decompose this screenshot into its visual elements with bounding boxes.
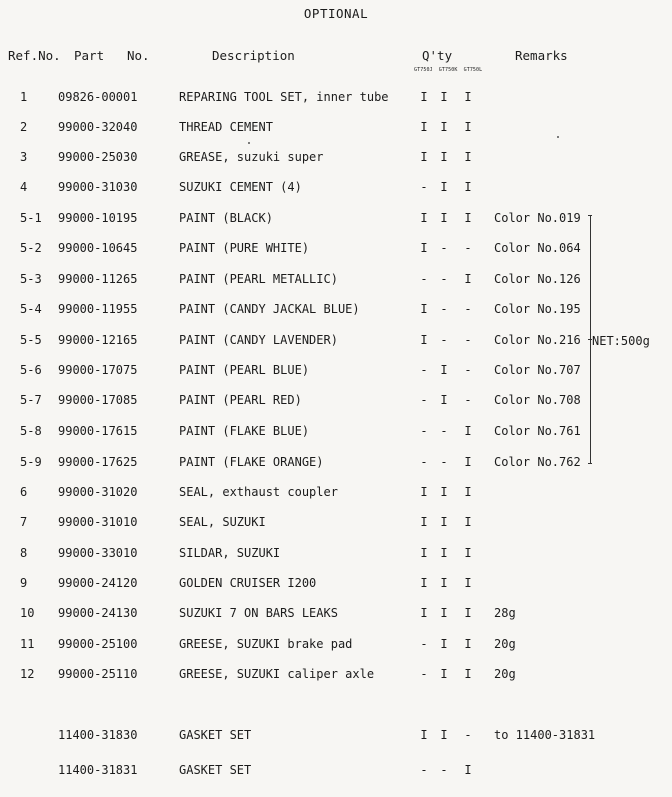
ref-no-cell: 5-9 xyxy=(20,455,42,469)
qty-cell: I xyxy=(464,211,472,225)
table-row xyxy=(0,90,672,110)
qty-cell: - xyxy=(464,363,472,377)
qty-cell: - xyxy=(440,424,448,438)
qty-cell: I xyxy=(440,150,448,164)
qty-cell: I xyxy=(464,180,472,194)
ref-no-cell: 12 xyxy=(20,667,35,681)
qty-cell: I xyxy=(420,576,428,590)
qty-cell: I xyxy=(440,485,448,499)
description-cell: SEAL, exthaust coupler xyxy=(179,485,338,499)
table-row xyxy=(0,576,672,596)
part-no-cell: 99000-17075 xyxy=(58,363,138,377)
remarks-cell: 28g xyxy=(494,606,516,620)
remarks-cell: Color No.708 xyxy=(494,393,581,407)
table-row xyxy=(0,637,672,657)
qty-cell: I xyxy=(420,241,428,255)
qty-cell: - xyxy=(440,333,448,347)
ref-no-cell: 5-8 xyxy=(20,424,42,438)
qty-cell: I xyxy=(420,546,428,560)
header-part: Part xyxy=(74,48,105,63)
qty-cell: I xyxy=(420,211,428,225)
qty-cell: I xyxy=(440,546,448,560)
qty-cell: I xyxy=(464,763,472,777)
description-cell: PAINT (PEARL BLUE) xyxy=(179,363,310,377)
header-qty: Q'ty xyxy=(422,48,453,63)
ref-no-cell: 5-2 xyxy=(20,241,42,255)
table-row xyxy=(0,363,672,383)
remarks-cell: Color No.216 xyxy=(494,333,581,347)
ref-no-cell: 5-4 xyxy=(20,302,42,316)
paper-speck xyxy=(248,142,250,144)
table-row xyxy=(0,333,672,353)
qty-cell: I xyxy=(420,728,428,742)
table-row xyxy=(0,515,672,535)
qty-cell: I xyxy=(440,728,448,742)
table-row xyxy=(0,150,672,170)
description-cell: PAINT (CANDY JACKAL BLUE) xyxy=(179,302,360,316)
table-row xyxy=(0,485,672,505)
ref-no-cell: 5-6 xyxy=(20,363,42,377)
remarks-cell: 20g xyxy=(494,637,516,651)
part-no-cell: 09826-00001 xyxy=(58,90,138,104)
page-title: OPTIONAL xyxy=(303,6,369,21)
table-row xyxy=(0,272,672,292)
description-cell: PAINT (CANDY LAVENDER) xyxy=(179,333,338,347)
qty-cell: - xyxy=(464,302,472,316)
description-cell: GREESE, SUZUKI caliper axle xyxy=(179,667,375,681)
remarks-cell: Color No.195 xyxy=(494,302,581,316)
qty-cell: I xyxy=(464,455,472,469)
table-row xyxy=(0,424,672,444)
ref-no-cell: 5-7 xyxy=(20,393,42,407)
bracket-tick-bottom xyxy=(588,463,592,464)
ref-no-cell: 5-3 xyxy=(20,272,42,286)
table-row xyxy=(0,211,672,231)
table-row xyxy=(0,302,672,322)
description-cell: SUZUKI 7 ON BARS LEAKS xyxy=(179,606,338,620)
ref-no-cell: 2 xyxy=(20,120,28,134)
part-no-cell: 99000-11265 xyxy=(58,272,138,286)
model-code: GT750K xyxy=(438,67,458,73)
table-row xyxy=(0,763,672,783)
description-cell: PAINT (PEARL METALLIC) xyxy=(179,272,338,286)
qty-cell: I xyxy=(420,90,428,104)
table-row xyxy=(0,606,672,626)
qty-cell: I xyxy=(420,606,428,620)
qty-cell: I xyxy=(440,576,448,590)
table-row xyxy=(0,241,672,261)
table-row xyxy=(0,180,672,200)
part-no-cell: 99000-31010 xyxy=(58,515,138,529)
part-no-cell: 99000-31020 xyxy=(58,485,138,499)
qty-cell: I xyxy=(464,637,472,651)
qty-cell: - xyxy=(420,393,428,407)
qty-cell: I xyxy=(420,150,428,164)
model-codes xyxy=(414,67,485,73)
remarks-cell: to 11400-31831 xyxy=(494,728,596,742)
paper-speck xyxy=(557,136,559,138)
ref-no-cell: 5-1 xyxy=(20,211,42,225)
remarks-cell: Color No.064 xyxy=(494,241,581,255)
qty-cell: I xyxy=(420,120,428,134)
part-no-cell: 99000-25030 xyxy=(58,150,138,164)
table-row xyxy=(0,455,672,475)
description-cell: SUZUKI CEMENT (4) xyxy=(179,180,302,194)
qty-cell: - xyxy=(420,667,428,681)
qty-cell: - xyxy=(420,424,428,438)
header-no: No. xyxy=(127,48,150,63)
qty-cell: I xyxy=(464,120,472,134)
bracket-tick-top xyxy=(588,215,592,216)
part-no-cell: 99000-11955 xyxy=(58,302,138,316)
part-no-cell: 99000-10645 xyxy=(58,241,138,255)
ref-no-cell: 6 xyxy=(20,485,28,499)
part-no-cell: 99000-25100 xyxy=(58,637,138,651)
qty-cell: - xyxy=(464,333,472,347)
qty-cell: I xyxy=(464,272,472,286)
qty-cell: - xyxy=(420,455,428,469)
part-no-cell: 99000-17615 xyxy=(58,424,138,438)
ref-no-cell: 10 xyxy=(20,606,35,620)
description-cell: GREESE, SUZUKI brake pad xyxy=(179,637,353,651)
qty-cell: I xyxy=(440,515,448,529)
table-row xyxy=(0,120,672,140)
bracket-note: NET:500g xyxy=(592,334,650,348)
description-cell: PAINT (FLAKE ORANGE) xyxy=(179,455,324,469)
qty-cell: - xyxy=(464,241,472,255)
part-no-cell: 99000-17085 xyxy=(58,393,138,407)
qty-cell: - xyxy=(440,241,448,255)
table-row xyxy=(0,728,672,748)
part-no-cell: 11400-31831 xyxy=(58,763,138,777)
qty-cell: I xyxy=(440,393,448,407)
description-cell: THREAD CEMENT xyxy=(179,120,273,134)
table-row xyxy=(0,667,672,687)
remarks-cell: 20g xyxy=(494,667,516,681)
qty-cell: I xyxy=(420,515,428,529)
remarks-cell: Color No.019 xyxy=(494,211,581,225)
qty-cell: - xyxy=(440,302,448,316)
ref-no-cell: 11 xyxy=(20,637,35,651)
qty-cell: I xyxy=(440,667,448,681)
description-cell: GOLDEN CRUISER I200 xyxy=(179,576,317,590)
qty-cell: I xyxy=(440,180,448,194)
description-cell: PAINT (PURE WHITE) xyxy=(179,241,310,255)
remarks-cell: Color No.762 xyxy=(494,455,581,469)
part-no-cell: 99000-31030 xyxy=(58,180,138,194)
qty-cell: I xyxy=(440,606,448,620)
remarks-cell: Color No.126 xyxy=(494,272,581,286)
description-cell: GASKET SET xyxy=(179,728,252,742)
part-no-cell: 99000-17625 xyxy=(58,455,138,469)
part-no-cell: 99000-24130 xyxy=(58,606,138,620)
qty-cell: I xyxy=(464,150,472,164)
table-row xyxy=(0,393,672,413)
qty-cell: I xyxy=(440,363,448,377)
qty-cell: I xyxy=(440,637,448,651)
description-cell: REPARING TOOL SET, inner tube xyxy=(179,90,389,104)
qty-cell: - xyxy=(420,763,428,777)
ref-no-cell: 8 xyxy=(20,546,28,560)
description-cell: GREASE, suzuki super xyxy=(179,150,324,164)
qty-cell: I xyxy=(464,576,472,590)
qty-cell: - xyxy=(464,728,472,742)
qty-cell: - xyxy=(440,763,448,777)
description-cell: SEAL, SUZUKI xyxy=(179,515,266,529)
header-remarks: Remarks xyxy=(515,48,568,63)
part-no-cell: 99000-24120 xyxy=(58,576,138,590)
description-cell: PAINT (FLAKE BLUE) xyxy=(179,424,310,438)
part-no-cell: 99000-33010 xyxy=(58,546,138,560)
qty-cell: - xyxy=(420,180,428,194)
qty-cell: I xyxy=(464,667,472,681)
qty-cell: - xyxy=(440,272,448,286)
ref-no-cell: 7 xyxy=(20,515,28,529)
qty-cell: I xyxy=(420,302,428,316)
qty-cell: I xyxy=(420,485,428,499)
qty-cell: I xyxy=(440,120,448,134)
qty-cell: I xyxy=(464,485,472,499)
remarks-cell: Color No.761 xyxy=(494,424,581,438)
remarks-cell: Color No.707 xyxy=(494,363,581,377)
qty-cell: I xyxy=(420,333,428,347)
model-code: GT750L xyxy=(463,67,483,73)
qty-cell: I xyxy=(464,90,472,104)
description-cell: GASKET SET xyxy=(179,763,252,777)
description-cell: PAINT (PEARL RED) xyxy=(179,393,302,407)
qty-cell: - xyxy=(440,455,448,469)
qty-cell: - xyxy=(464,393,472,407)
part-no-cell: 99000-25110 xyxy=(58,667,138,681)
qty-cell: I xyxy=(464,424,472,438)
ref-no-cell: 5-5 xyxy=(20,333,42,347)
qty-cell: - xyxy=(420,363,428,377)
qty-cell: I xyxy=(464,546,472,560)
ref-no-cell: 3 xyxy=(20,150,28,164)
description-cell: SILDAR, SUZUKI xyxy=(179,546,281,560)
ref-no-cell: 1 xyxy=(20,90,28,104)
qty-cell: - xyxy=(420,637,428,651)
header-description: Description xyxy=(212,48,295,63)
ref-no-cell: 4 xyxy=(20,180,28,194)
table-row xyxy=(0,546,672,566)
qty-cell: I xyxy=(440,211,448,225)
qty-cell: I xyxy=(464,515,472,529)
part-no-cell: 99000-32040 xyxy=(58,120,138,134)
part-no-cell: 99000-10195 xyxy=(58,211,138,225)
qty-cell: I xyxy=(464,606,472,620)
part-no-cell: 11400-31830 xyxy=(58,728,138,742)
qty-cell: - xyxy=(420,272,428,286)
description-cell: PAINT (BLACK) xyxy=(179,211,273,225)
qty-cell: I xyxy=(440,90,448,104)
part-no-cell: 99000-12165 xyxy=(58,333,138,347)
ref-no-cell: 9 xyxy=(20,576,28,590)
header-ref-no: Ref.No. xyxy=(8,48,61,63)
model-code: GT750J xyxy=(414,67,433,73)
